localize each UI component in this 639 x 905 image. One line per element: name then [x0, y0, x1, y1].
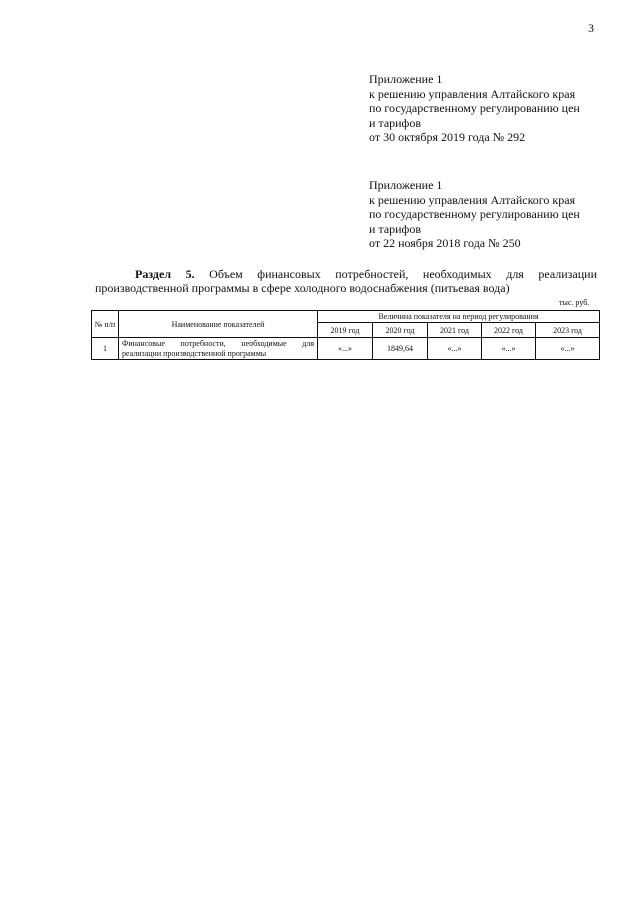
column-header-year: 2023 год	[536, 323, 600, 338]
row-number: 1	[92, 338, 119, 360]
appendix-header-current	[369, 72, 580, 145]
appendix-line: по государственному регулированию цен	[369, 101, 580, 116]
appendix-header-original	[369, 178, 580, 251]
row-value-2020: 1849,64	[373, 338, 428, 360]
table-row	[92, 338, 600, 360]
appendix-line: Приложение 1	[369, 178, 443, 192]
row-value-2022: «...»	[482, 338, 536, 360]
page-number: 3	[588, 21, 594, 35]
column-header-number: № п/п	[92, 311, 119, 338]
row-value-2019: «...»	[318, 338, 373, 360]
appendix-line: Приложение 1	[369, 72, 443, 86]
financial-needs-table	[91, 310, 600, 360]
appendix-line: от 30 октября 2019 года № 292	[369, 130, 526, 145]
appendix-line: от 22 ноября 2018 года № 250	[369, 236, 521, 251]
appendix-line: к решению управления Алтайского края	[369, 192, 576, 207]
appendix-line: и тарифов	[369, 115, 422, 130]
section-title-continued: производственной программы в сфере холодного водоснабжения (питьевая вода)	[95, 280, 510, 295]
units-label: тыс. руб.	[559, 298, 590, 307]
appendix-line: к решению управления Алтайского края	[369, 86, 576, 101]
row-value-2021: «...»	[428, 338, 482, 360]
section-label: Раздел 5.	[135, 267, 195, 281]
column-header-year: 2019 год	[318, 323, 373, 338]
row-name: Финансовые потребности, необходимые для реализации производственной программы	[119, 338, 318, 360]
column-header-value-group: Величина показателя на период регулирования	[318, 311, 600, 323]
row-value-2023: «...»	[536, 338, 600, 360]
appendix-line: по государственному регулированию цен	[369, 207, 580, 222]
section-title: Объем финансовых потребностей, необходимых для реализации	[209, 267, 598, 281]
appendix-line: и тарифов	[369, 221, 422, 236]
column-header-year: 2020 год	[373, 323, 428, 338]
section-heading	[95, 268, 597, 295]
column-header-year: 2022 год	[482, 323, 536, 338]
column-header-year: 2021 год	[428, 323, 482, 338]
column-header-name: Наименование показателей	[119, 311, 318, 338]
